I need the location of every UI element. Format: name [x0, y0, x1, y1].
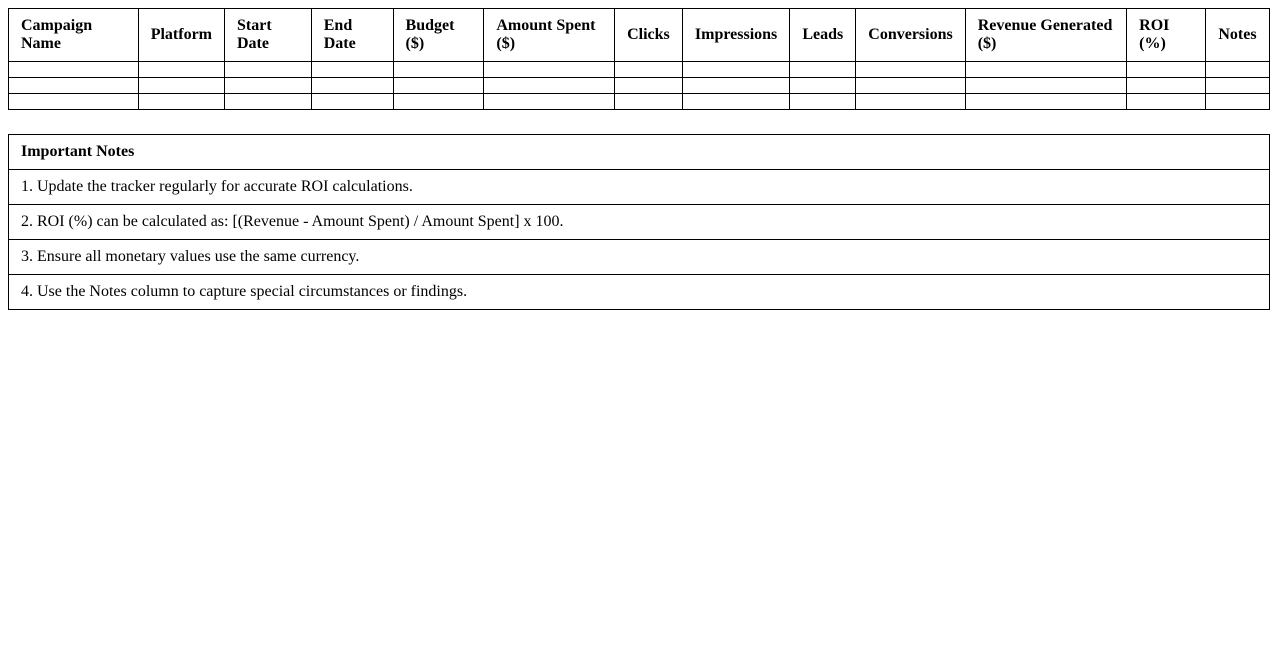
table-cell[interactable]	[311, 78, 393, 94]
column-header-revenue-generated: Revenue Generated ($)	[965, 9, 1126, 62]
table-cell[interactable]	[682, 94, 789, 110]
table-cell[interactable]	[311, 94, 393, 110]
table-header-row	[9, 9, 1270, 62]
table-cell[interactable]	[1127, 94, 1206, 110]
column-header-end-date: End Date	[311, 9, 393, 62]
table-row	[9, 78, 1270, 94]
table-cell[interactable]	[1205, 78, 1269, 94]
table-cell[interactable]	[9, 78, 139, 94]
table-cell[interactable]	[9, 94, 139, 110]
table-cell[interactable]	[965, 94, 1126, 110]
column-header-campaign-name: Campaign Name	[9, 9, 139, 62]
table-cell[interactable]	[1205, 62, 1269, 78]
table-cell[interactable]	[138, 78, 224, 94]
campaign-tracker-table	[8, 8, 1270, 110]
table-cell[interactable]	[9, 62, 139, 78]
table-cell[interactable]	[393, 94, 484, 110]
table-cell[interactable]	[790, 78, 856, 94]
table-row	[9, 62, 1270, 78]
column-header-start-date: Start Date	[225, 9, 312, 62]
table-cell[interactable]	[1127, 78, 1206, 94]
important-notes-table	[8, 134, 1270, 310]
table-row	[9, 94, 1270, 110]
table-cell[interactable]	[225, 78, 312, 94]
column-header-leads: Leads	[790, 9, 856, 62]
column-header-clicks: Clicks	[614, 9, 682, 62]
table-cell[interactable]	[790, 62, 856, 78]
table-cell[interactable]	[1127, 62, 1206, 78]
table-cell[interactable]	[393, 62, 484, 78]
column-header-roi: ROI (%)	[1127, 9, 1206, 62]
table-cell[interactable]	[682, 78, 789, 94]
table-cell[interactable]	[138, 62, 224, 78]
table-cell[interactable]	[484, 62, 615, 78]
note-item: 1. Update the tracker regularly for accurate ROI calculations.	[9, 170, 1270, 205]
column-header-platform: Platform	[138, 9, 224, 62]
table-cell[interactable]	[484, 78, 615, 94]
column-header-impressions: Impressions	[682, 9, 789, 62]
table-cell[interactable]	[614, 78, 682, 94]
column-header-amount-spent: Amount Spent ($)	[484, 9, 615, 62]
table-cell[interactable]	[965, 78, 1126, 94]
table-cell[interactable]	[790, 94, 856, 110]
note-item: 4. Use the Notes column to capture special circumstances or findings.	[9, 275, 1270, 310]
column-header-notes: Notes	[1205, 9, 1269, 62]
table-cell[interactable]	[225, 94, 312, 110]
table-cell[interactable]	[484, 94, 615, 110]
table-cell[interactable]	[1205, 94, 1269, 110]
table-cell[interactable]	[393, 78, 484, 94]
table-cell[interactable]	[614, 94, 682, 110]
column-header-budget: Budget ($)	[393, 9, 484, 62]
table-cell[interactable]	[311, 62, 393, 78]
table-cell[interactable]	[225, 62, 312, 78]
table-cell[interactable]	[614, 62, 682, 78]
table-cell[interactable]	[856, 78, 965, 94]
table-cell[interactable]	[138, 94, 224, 110]
table-cell[interactable]	[856, 62, 965, 78]
notes-title: Important Notes	[9, 135, 1270, 170]
table-cell[interactable]	[856, 94, 965, 110]
table-cell[interactable]	[682, 62, 789, 78]
table-cell[interactable]	[965, 62, 1126, 78]
note-item: 2. ROI (%) can be calculated as: [(Revenue - Amount Spent) / Amount Spent] x 100.	[9, 205, 1270, 240]
document-page	[0, 0, 1278, 310]
note-item: 3. Ensure all monetary values use the same currency.	[9, 240, 1270, 275]
column-header-conversions: Conversions	[856, 9, 965, 62]
